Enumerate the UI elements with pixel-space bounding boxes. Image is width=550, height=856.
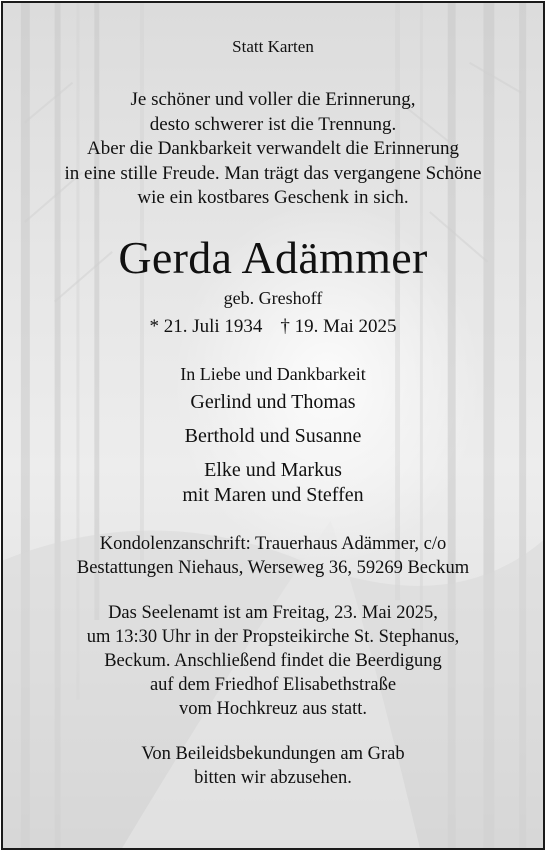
dedication: In Liebe und Dankbarkeit (180, 363, 366, 384)
poem-line: desto schwerer ist die Trennung. (149, 113, 397, 135)
poem-line: in eine stille Freude. Man trägt das vergangene Schöne (64, 162, 482, 184)
mourner-name: Gerlind und Thomas (190, 390, 356, 413)
closing-line: Von Beileidsbekundungen am Grab (141, 743, 405, 764)
condolence-line: Kondolenzanschrift: Trauerhaus Adämmer, c/o (99, 533, 447, 554)
birth-name: geb. Greshoff (223, 287, 323, 308)
service-line: um 13:30 Uhr in der Propsteikirche St. Stephanus, (86, 626, 460, 647)
mourner-name: Berthold und Susanne (184, 424, 362, 447)
life-dates (3, 314, 543, 340)
closing-line: bitten wir abzusehen. (194, 767, 352, 788)
poem-line: Je schöner und voller die Erinnerung, (130, 89, 416, 110)
death-date: † 19. Mai 2025 (280, 315, 397, 337)
statt-karten-label: Statt Karten (232, 37, 314, 56)
obituary-notice (1, 1, 545, 850)
mourner-group (3, 390, 543, 415)
mourners-list (3, 390, 543, 508)
deceased-name: Gerda Adämmer (118, 231, 428, 283)
service-line: vom Hochkreuz aus statt. (178, 698, 368, 719)
mourner-name: Elke und Markus (204, 458, 342, 481)
birth-date: * 21. Juli 1934 (149, 315, 263, 337)
mourner-name: mit Maren und Steffen (182, 483, 364, 506)
condolence-line: Bestattungen Niehaus, Werseweg 36, 59269 Beckum (76, 557, 470, 578)
poem (3, 88, 543, 211)
service-line: Das Seelenamt ist am Freitag, 23. Mai 2025, (108, 602, 438, 623)
service-line: Beckum. Anschließend findet die Beerdigung (104, 650, 442, 671)
poem-line: Aber die Dankbarkeit verwandelt die Erinnerung (87, 138, 459, 159)
notice-content (3, 3, 543, 790)
closing-note (3, 742, 543, 790)
service-info (3, 601, 543, 721)
mourner-group (3, 424, 543, 449)
mourner-group (3, 458, 543, 508)
condolence-address (3, 532, 543, 580)
poem-line: wie ein kostbares Geschenk in sich. (137, 187, 409, 208)
service-line: auf dem Friedhof Elisabethstraße (149, 674, 397, 695)
